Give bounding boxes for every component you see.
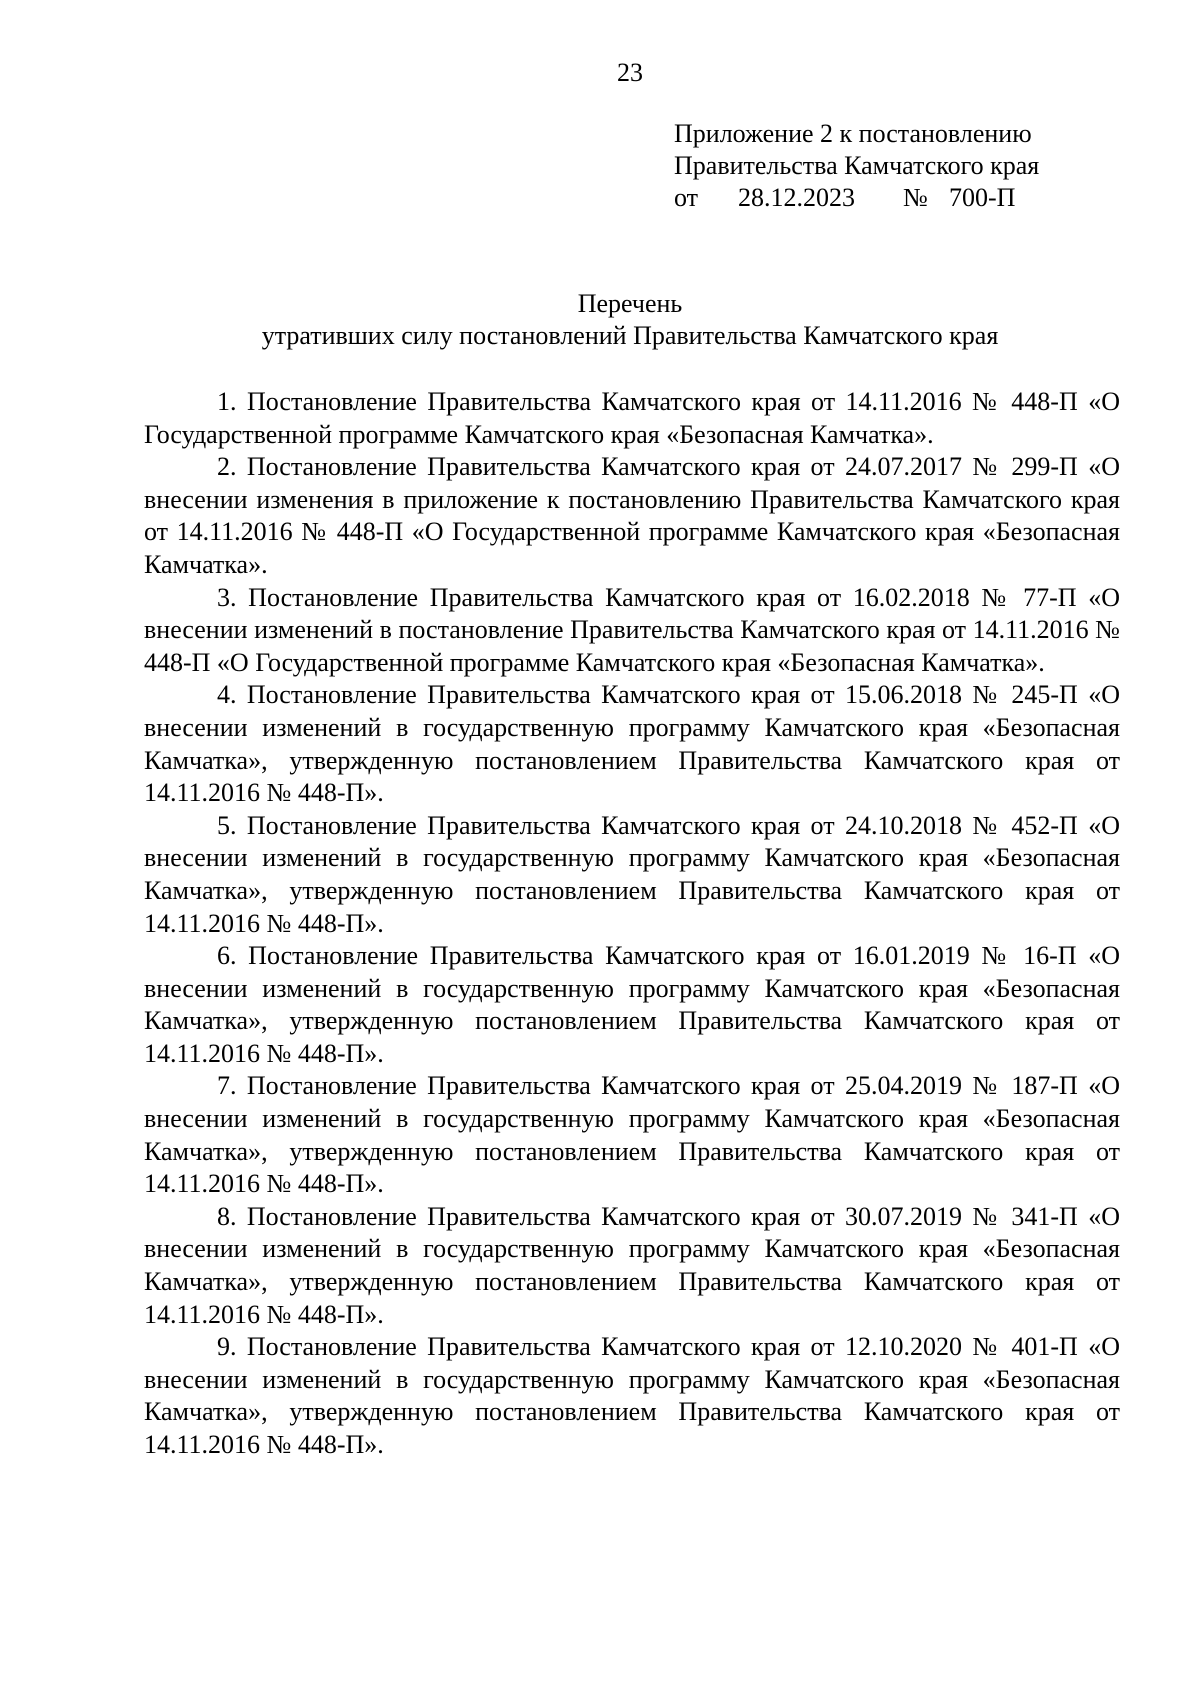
list-item: 3. Постановление Правительства Камчатского края от 16.02.2018 № 77-П «О внесении изменений в постановление Правительства Камчатского края от 14.11.2016 № 448-П «О Государственной программе Камчатского края «Безопасная Камчатка». — [144, 582, 1120, 677]
document-title — [0, 288, 1200, 352]
repealed-list — [144, 386, 1120, 1462]
page-number: 23 — [617, 58, 643, 87]
annex-line-2: Правительства Камчатского края — [674, 151, 1040, 180]
list-item: 6. Постановление Правительства Камчатского края от 16.01.2019 № 16-П «О внесении изменений в государственную программу Камчатского края «Безопасная Камчатка», утвержденную постановлением Правительства Камчатского края от 14.11.2016 № 448-П». — [144, 941, 1120, 1068]
list-item: 5. Постановление Правительства Камчатского края от 24.10.2018 № 452-П «О внесении изменений в государственную программу Камчатского края «Безопасная Камчатка», утвержденную постановлением Правительства Камчатского края от 14.11.2016 № 448-П». — [144, 810, 1120, 938]
list-item: 8. Постановление Правительства Камчатского края от 30.07.2019 № 341-П «О внесении изменений в государственную программу Камчатского края «Безопасная Камчатка», утвержденную постановлением Правительства Камчатского края от 14.11.2016 № 448-П». — [144, 1201, 1120, 1329]
list-item: 7. Постановление Правительства Камчатского края от 25.04.2019 № 187-П «О внесении изменений в государственную программу Камчатского края «Безопасная Камчатка», утвержденную постановлением Правительства Камчатского края от 14.11.2016 № 448-П». — [144, 1071, 1120, 1199]
annex-reference — [674, 182, 1039, 214]
title-line-2: утративших силу постановлений Правительства Камчатского края — [261, 321, 999, 350]
list-item: 9. Постановление Правительства Камчатского края от 12.10.2020 № 401-П «О внесении изменений в государственную программу Камчатского края «Безопасная Камчатка», утвержденную постановлением Правительства Камчатского края от 14.11.2016 № 448-П». — [144, 1332, 1120, 1459]
list-item: 4. Постановление Правительства Камчатского края от 15.06.2018 № 245-П «О внесении изменений в государственную программу Камчатского края «Безопасная Камчатка», утвержденную постановлением Правительства Камчатского края от 14.11.2016 № 448-П». — [144, 680, 1120, 808]
list-item: 1. Постановление Правительства Камчатского края от 14.11.2016 № 448-П «О Государственной программе Камчатского края «Безопасная Камчатка». — [144, 387, 1120, 449]
annex-number: 700-П — [949, 183, 1016, 212]
annex-header — [674, 118, 1039, 214]
title-line-1: Перечень — [577, 289, 683, 318]
annex-ot: от — [674, 183, 699, 212]
list-item: 2. Постановление Правительства Камчатского края от 24.07.2017 № 299-П «О внесении изменения в приложение к постановлению Правительства Камчатского края от 14.11.2016 № 448-П «О Государственной программе Камчатского края «Безопасная Камчатка». — [144, 452, 1120, 579]
annex-number-sign: № — [903, 183, 928, 212]
annex-line-1: Приложение 2 к постановлению — [674, 119, 1032, 148]
annex-date: 28.12.2023 — [738, 183, 855, 212]
